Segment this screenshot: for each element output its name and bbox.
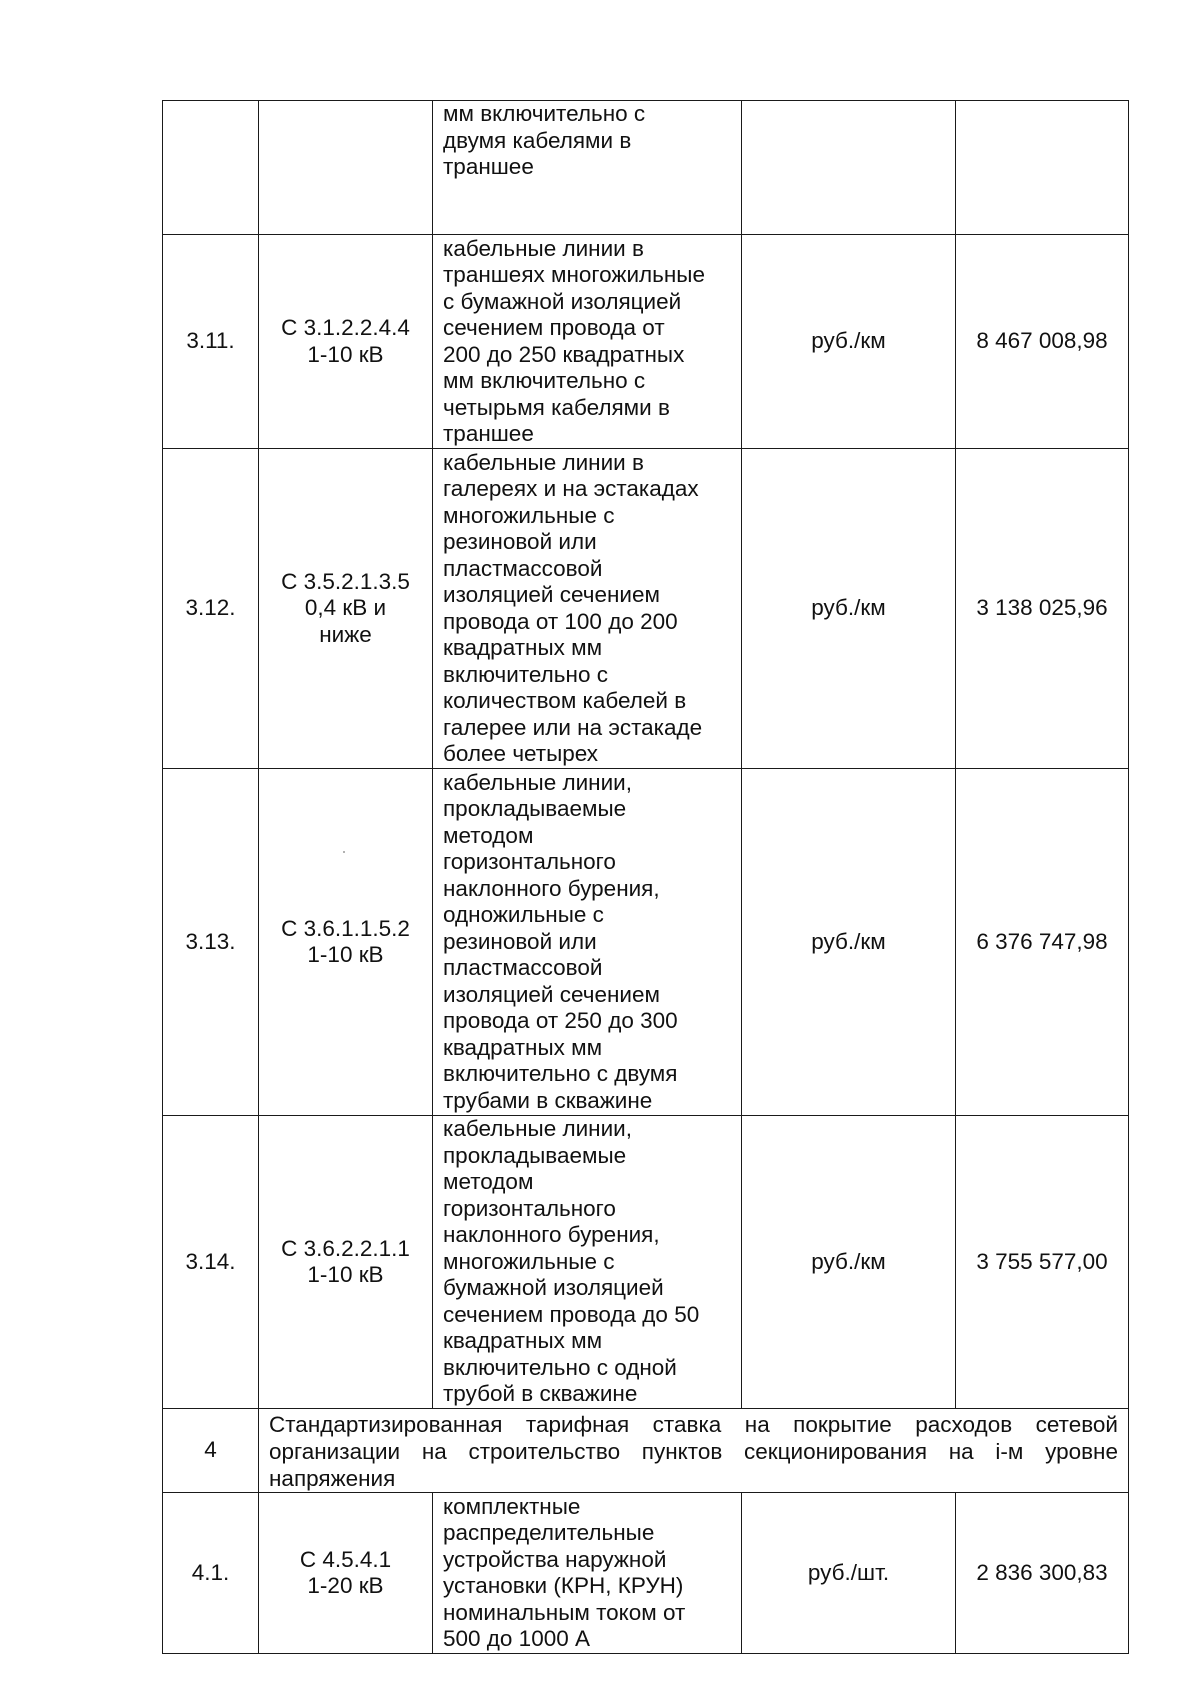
price-cell [956, 449, 1129, 769]
row-number: 3.13. [185, 928, 236, 954]
unit-text: руб./км [811, 1248, 886, 1274]
price-cell [956, 769, 1129, 1116]
rate-code: С 3.5.2.1.3.5 0,4 кВ и ниже [281, 568, 410, 647]
table-row [163, 769, 1129, 1116]
unit-cell [742, 1493, 956, 1654]
row-number-cell [163, 449, 259, 769]
row-number-cell [163, 769, 259, 1116]
rate-code: С 3.1.2.2.4.4 1-10 кВ [281, 315, 410, 367]
price-cell [956, 101, 1129, 235]
description-text: кабельные линии, прокладываемые методом горизонтального наклонного бурения, одножильные с резиновой или пластмассовой изоляцией сечением провода от 250 до 300 квадратных мм включительно с двумя трубами в скважине [443, 769, 678, 1113]
unit-cell [742, 101, 956, 235]
section-title-cell [259, 1409, 1129, 1493]
description-text: кабельные линии в траншеях многожильные с бумажной изоляцией сечением провода от 200 до 250 квадратных мм включительно с четырьмя кабелями в траншее [443, 235, 705, 446]
description-cell [433, 101, 742, 235]
section-number-cell [163, 1409, 259, 1493]
unit-text: руб./шт. [807, 1559, 890, 1585]
price-cell [956, 235, 1129, 449]
description-cell [433, 235, 742, 449]
row-number-cell [163, 235, 259, 449]
price-value: 2 836 300,83 [976, 1559, 1108, 1585]
description-cell [433, 1116, 742, 1409]
code-cell [259, 235, 433, 449]
table-row [163, 1493, 1129, 1654]
scan-speck [343, 851, 345, 853]
price-value: 3 755 577,00 [976, 1248, 1108, 1274]
unit-cell [742, 1116, 956, 1409]
description-text: комплектные распределительные устройства наружной установки (КРН, КРУН) номинальным током от 500 до 1000 А [443, 1493, 686, 1651]
code-cell [259, 1493, 433, 1654]
unit-text: руб./км [811, 928, 886, 954]
unit-text: руб./км [811, 595, 886, 621]
description-text: кабельные линии в галереях и на эстакадах многожильные с резиновой или пластмассовой изоляцией сечением провода от 100 до 200 квадратных мм включительно с количеством кабелей в галерее или на эстакаде более четырех [443, 449, 703, 766]
section-row [163, 1409, 1129, 1493]
table-row [163, 101, 1129, 235]
price-value: 6 376 747,98 [976, 928, 1108, 954]
price-value: 3 138 025,96 [976, 595, 1108, 621]
table-row [163, 1116, 1129, 1409]
code-cell [259, 1116, 433, 1409]
row-number-cell [163, 1493, 259, 1654]
row-number: 4.1. [191, 1559, 230, 1585]
rate-code: С 3.6.1.1.5.2 1-10 кВ [281, 915, 410, 967]
price-cell [956, 1116, 1129, 1409]
table-row [163, 449, 1129, 769]
rate-code: С 3.6.2.2.1.1 1-10 кВ [281, 1235, 410, 1287]
unit-cell [742, 449, 956, 769]
row-number-cell [163, 101, 259, 235]
section-title: Стандартизированная тарифная ставка на покрытие расходов сетевой организации на строительство пунктов секционирования на i-м уровне напряжения [269, 1412, 1118, 1491]
rate-code: С 4.5.4.1 1-20 кВ [299, 1546, 392, 1598]
row-number: 3.14. [185, 1248, 236, 1274]
section-number: 4 [204, 1437, 217, 1463]
row-number-cell [163, 1116, 259, 1409]
code-cell [259, 101, 433, 235]
description-cell [433, 449, 742, 769]
price-value: 8 467 008,98 [976, 328, 1108, 354]
row-number: 3.11. [186, 328, 235, 354]
description-cell [433, 1493, 742, 1654]
description-text: мм включительно с двумя кабелями в траншее [443, 101, 646, 179]
unit-text: руб./км [811, 328, 886, 354]
code-cell [259, 449, 433, 769]
tariff-table [162, 100, 1129, 1654]
table-row [163, 235, 1129, 449]
description-cell [433, 769, 742, 1116]
unit-cell [742, 769, 956, 1116]
unit-cell [742, 235, 956, 449]
row-number: 3.12. [185, 595, 236, 621]
price-cell [956, 1493, 1129, 1654]
description-text: кабельные линии, прокладываемые методом горизонтального наклонного бурения, многожильные с бумажной изоляцией сечением провода до 50 квадратных мм включительно с одной трубой в скважине [443, 1116, 700, 1407]
code-cell [259, 769, 433, 1116]
